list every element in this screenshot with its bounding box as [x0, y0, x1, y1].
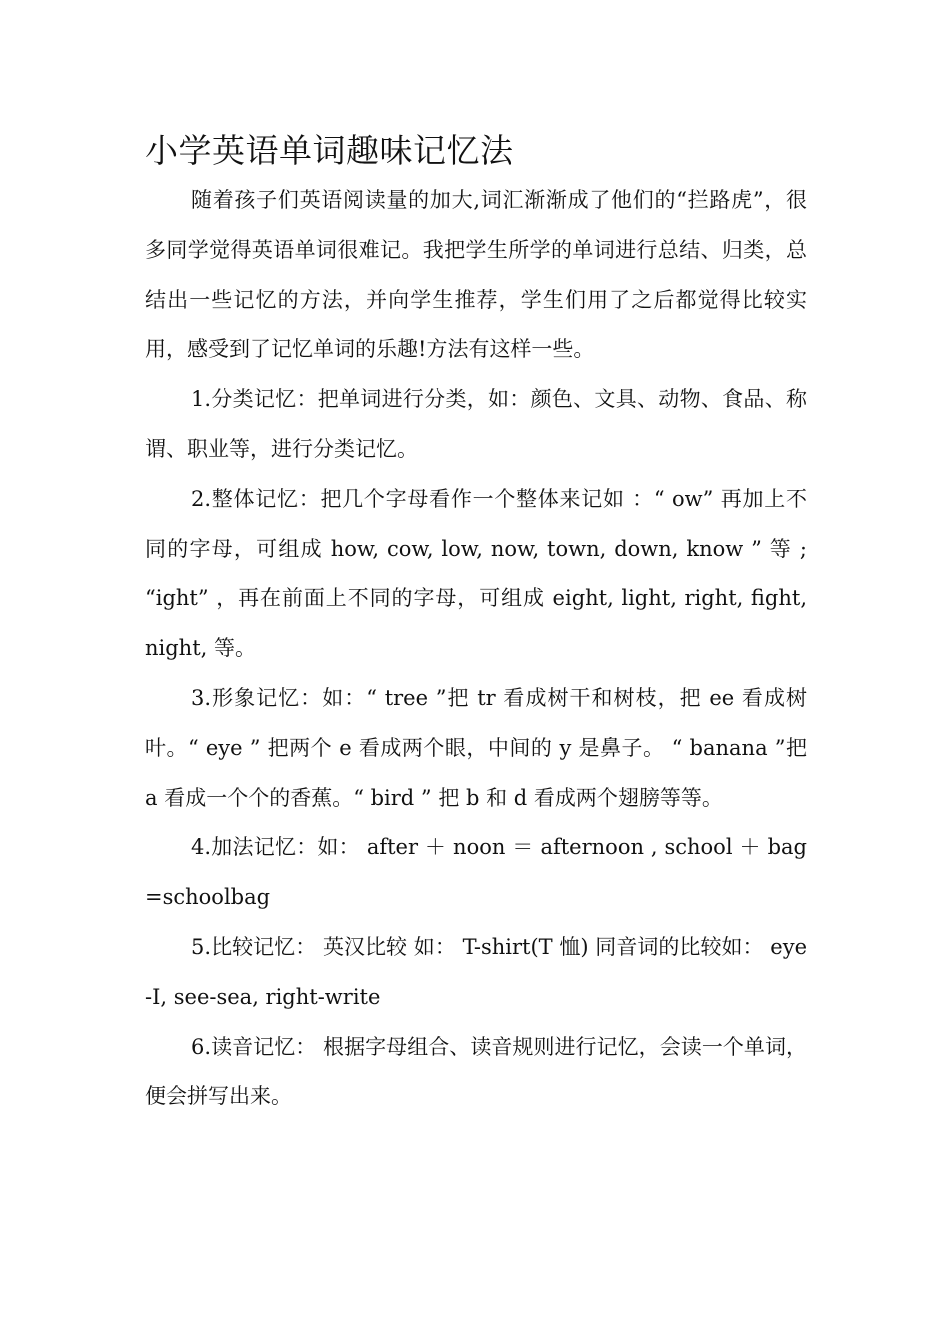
paragraph-method-6: 6.读音记忆： 根据字母组合、读音规则进行记忆，会读一个单词，便会拼写出来。 [145, 1034, 807, 1109]
paragraph-method-3: 3.形象记忆：如：“ tree ”把 tr 看成树干和树枝，把 ee 看成树叶。“ eye ” 把两个 e 看成两个眼，中间的 y 是鼻子。 “ banana ”把 a 看成一个个的香蕉。“ bird ” 把 b 和 d 看成两个翅膀等等。 [145, 685, 807, 810]
paragraph-intro: 随着孩子们英语阅读量的加大,词汇渐渐成了他们的“拦路虎”，很多同学觉得英语单词很难记。我把学生所学的单词进行总结、归类，总结出一些记忆的方法，并向学生推荐，学生们用了之后都觉得比较实用，感受到了记忆单词的乐趣!方法有这样一些。 [145, 188, 807, 362]
paragraph-method-4: 4.加法记忆：如： after ＋ noon ＝ afternoon , school ＋ bag=schoolbag [145, 835, 807, 910]
paragraph-method-5: 5.比较记忆： 英汉比较 如： T-shirt(T 恤) 同音词的比较如： eye-I, see-sea, right-write [145, 934, 807, 1009]
document-page [145, 128, 807, 1122]
paragraph-method-1: 1.分类记忆：把单词进行分类，如：颜色、文具、动物、食品、称谓、职业等，进行分类记忆。 [145, 387, 807, 461]
document-title: 小学英语单词趣味记忆法 [145, 131, 514, 170]
paragraph-method-2: 2.整体记忆：把几个字母看作一个整体来记如 ：“ ow” 再加上不同的字母，可组成 how, cow, low, now, town, down, know ” 等 ; “ight” ，再在前面上不同的字母，可组成 eight, light, right, fight, night, 等。 [145, 486, 807, 661]
